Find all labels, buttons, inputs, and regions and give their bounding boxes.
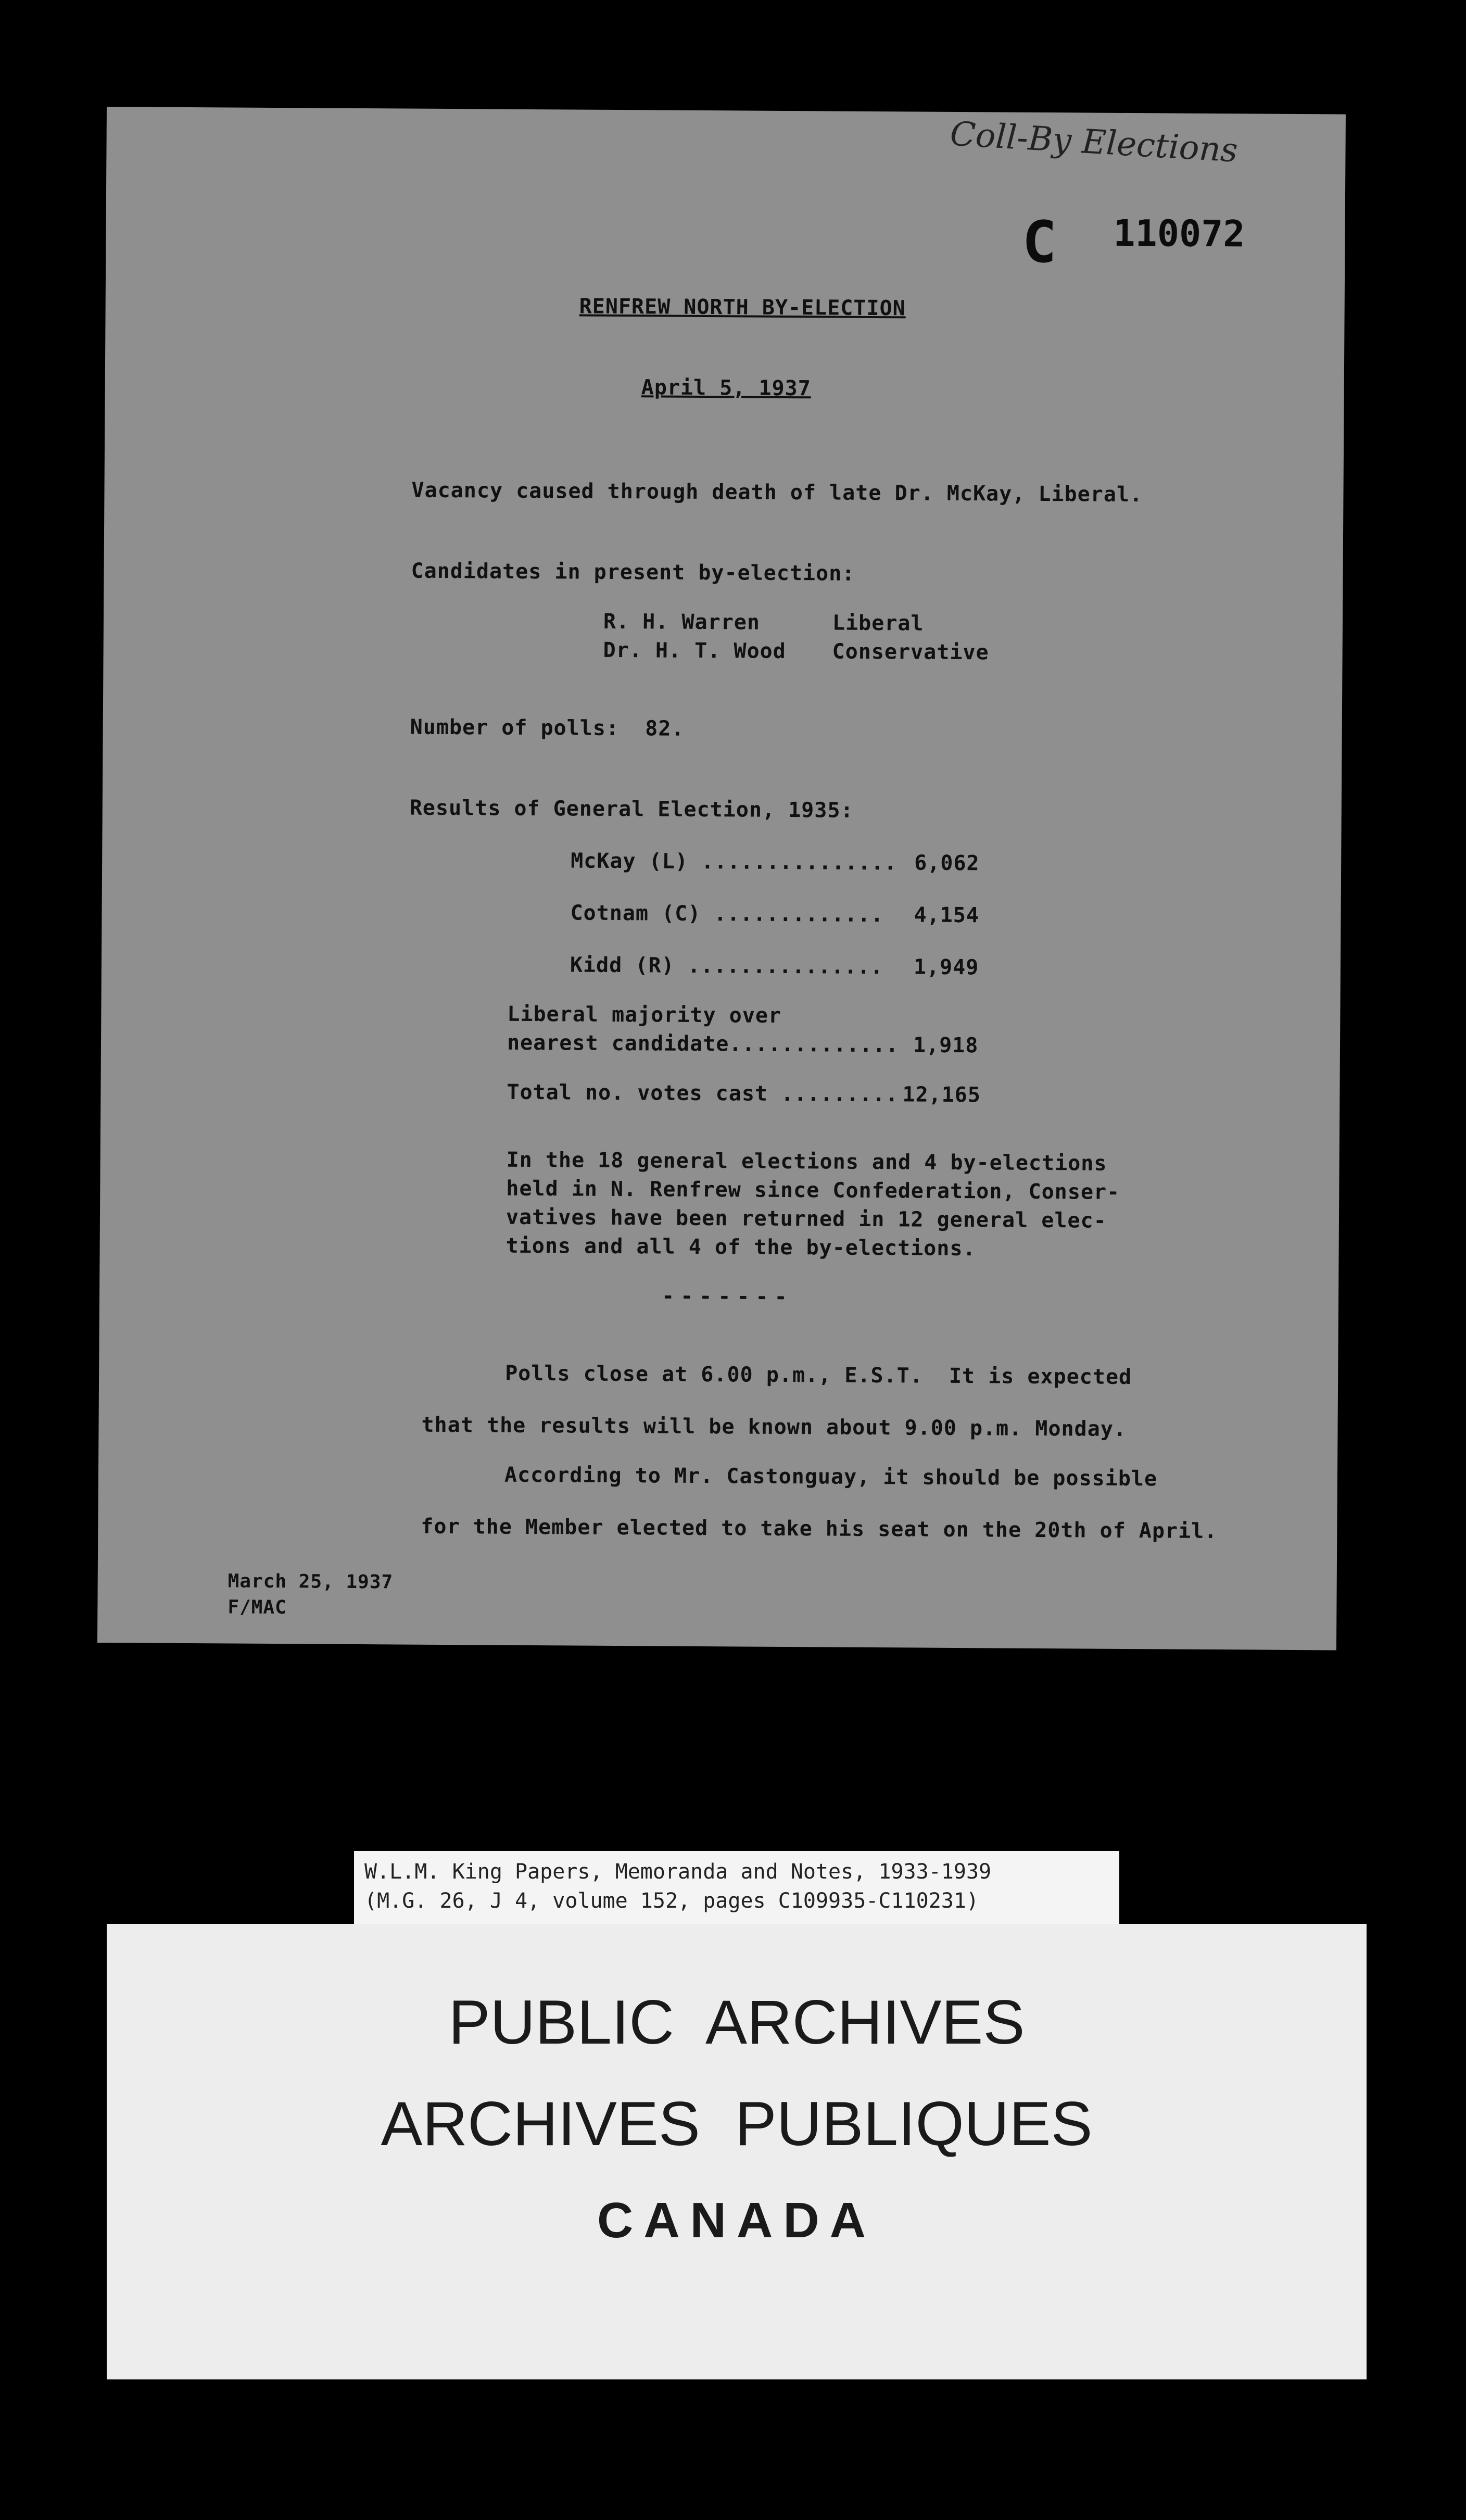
result-label: McKay (L) ............... xyxy=(571,849,898,875)
archive-card xyxy=(107,1924,1367,2379)
results-heading: Results of General Election, 1935: xyxy=(409,796,854,823)
result-label: Cotnam (C) ............. xyxy=(570,901,884,927)
candidate-party: Conservative xyxy=(832,639,989,665)
vacancy-line: Vacancy caused through death of late Dr. McKay, Liberal. xyxy=(411,478,1143,507)
footer-date: March 25, 1937 xyxy=(228,1570,394,1593)
candidate-name: R. H. Warren xyxy=(603,609,761,635)
candidate-name: Dr. H. T. Wood xyxy=(603,638,786,663)
polls-line: Number of polls: 82. xyxy=(410,715,685,741)
reference-prefix: C xyxy=(1022,208,1057,276)
majority-label: Liberal majority over xyxy=(507,1002,782,1028)
archive-card-line-fr: ARCHIVES PUBLIQUES xyxy=(381,2089,1093,2159)
reference-number: 110072 xyxy=(1113,211,1245,256)
total-label: Total no. votes cast ......... xyxy=(507,1080,899,1107)
result-value: 1,949 xyxy=(913,955,979,980)
result-label: Kidd (R) ............... xyxy=(570,953,884,979)
footer-initials: F/MAC xyxy=(228,1596,287,1619)
total-value: 12,165 xyxy=(902,1082,981,1107)
candidates-heading: Candidates in present by-election: xyxy=(411,559,855,586)
history-line: held in N. Renfrew since Confederation, Conser- xyxy=(506,1176,1120,1204)
handwritten-note: Coll-By Elections xyxy=(949,115,1239,170)
history-line: vatives have been returned in 12 general elec- xyxy=(505,1205,1107,1233)
history-line: In the 18 general elections and 4 by-elections xyxy=(506,1148,1107,1176)
archive-reference-line: W.L.M. King Papers, Memoranda and Notes, 1933-1939 xyxy=(364,1860,992,1884)
archive-reference-line: (M.G. 26, J 4, volume 152, pages C109935-C110231) xyxy=(364,1889,979,1913)
memo-date: April 5, 1937 xyxy=(641,375,811,401)
majority-value: 1,918 xyxy=(913,1033,979,1058)
archive-card-line-en: PUBLIC ARCHIVES xyxy=(448,1987,1025,2057)
closing-line: that the results will be known about 9.00 p.m. Monday. xyxy=(421,1413,1127,1442)
closing-line: for the Member elected to take his seat on the 20th of April. xyxy=(421,1514,1218,1544)
archive-reference-label xyxy=(354,1851,1119,1924)
result-value: 6,062 xyxy=(914,851,980,876)
closing-line: According to Mr. Castonguay, it should be possible xyxy=(504,1463,1158,1491)
closing-line: Polls close at 6.00 p.m., E.S.T. It is expected xyxy=(505,1361,1132,1390)
result-value: 4,154 xyxy=(914,903,980,928)
separator: ------- xyxy=(661,1284,793,1309)
history-line: tions and all 4 of the by-elections. xyxy=(505,1233,976,1261)
memo-title: RENFREW NORTH BY-ELECTION xyxy=(579,294,906,321)
majority-label: nearest candidate............. xyxy=(507,1030,899,1057)
candidate-party: Liberal xyxy=(832,611,924,636)
memo-page xyxy=(97,107,1346,1650)
archive-card-line-country: CANADA xyxy=(597,2193,876,2248)
